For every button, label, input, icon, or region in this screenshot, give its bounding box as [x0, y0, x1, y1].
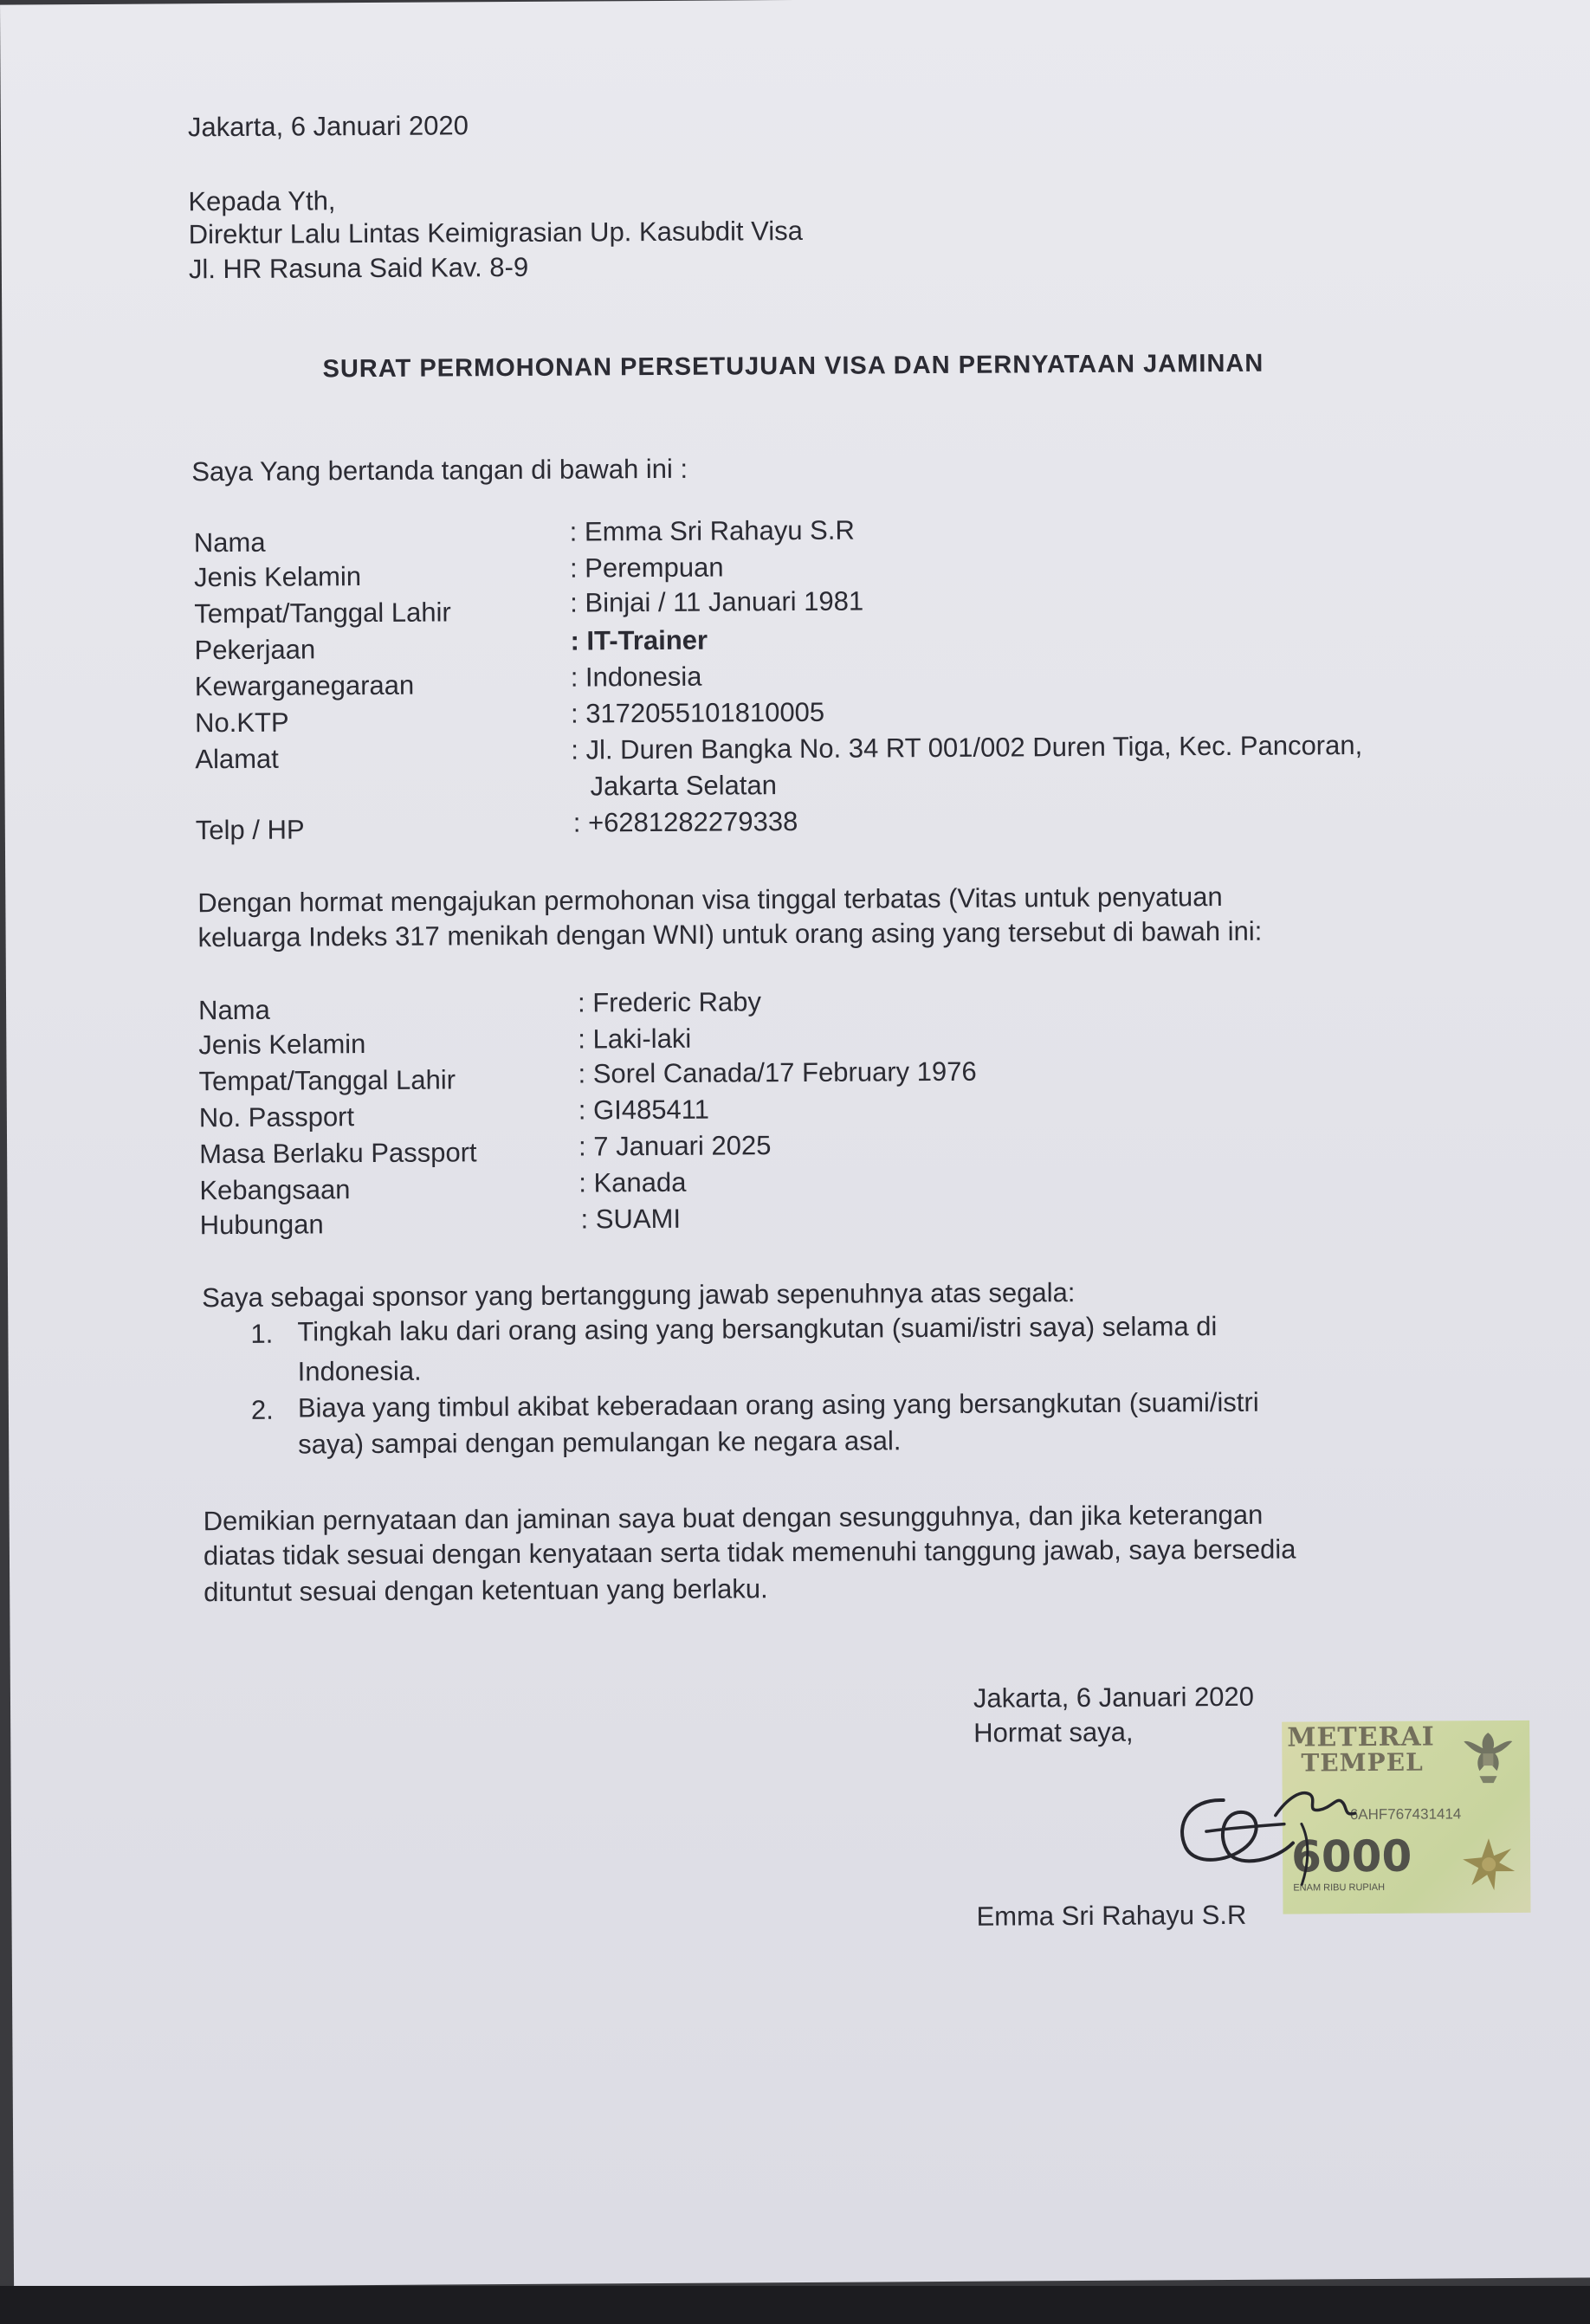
foreigner-label-validity: Masa Berlaku Passport [199, 1137, 477, 1170]
background-surface [0, 2286, 1590, 2324]
stamp-value-words: ENAM RIBU RUPIAH [1293, 1882, 1386, 1894]
stamp-value: 6000 [1290, 1830, 1412, 1882]
sponsor-label-ktp: No.KTP [194, 707, 289, 739]
sponsor-label-job: Pekerjaan [194, 634, 316, 666]
signoff-date: Jakarta, 6 Januari 2020 [973, 1681, 1255, 1714]
intro-text: Saya Yang bertanda tangan di bawah ini : [191, 453, 688, 487]
sponsor-value-address: : Jl. Duren Bangka No. 34 RT 001/002 Duren Tiga, Kec. Pancoran, [571, 730, 1363, 765]
list-item-1-line-2: Indonesia. [297, 1355, 422, 1387]
foreigner-label-name: Nama [198, 994, 270, 1026]
header-address: Jl. HR Rasuna Said Kav. 8-9 [188, 251, 529, 285]
list-item-2-line-2: saya) sampai dengan pemulangan ke negara asal. [298, 1425, 902, 1460]
foreigner-value-nationality: : Kanada [578, 1166, 687, 1198]
stamp-serial: 6AHF767431414 [1349, 1805, 1462, 1824]
sponsor-label-citizenship: Kewarganegaraan [194, 669, 415, 702]
foreigner-value-gender: : Laki-laki [578, 1023, 692, 1055]
list-item-2-line-1: Biaya yang timbul akibat keberadaan orang asing yang bersangkutan (suami/istri [297, 1386, 1259, 1423]
closing-line-1: Demikian pernyataan dan jaminan saya buat dengan sesungguhnya, dan jika keterangan [203, 1499, 1264, 1537]
header-recipient: Direktur Lalu Lintas Keimigrasian Up. Kasubdit Visa [188, 215, 804, 250]
document-title: SURAT PERMOHONAN PERSETUJUAN VISA DAN PERNYATAAN JAMINAN [322, 349, 1264, 384]
sponsor-label-phone: Telp / HP [195, 814, 305, 846]
request-line-1: Dengan hormat mengajukan permohonan visa tinggal terbatas (Vitas untuk penyatuan [197, 881, 1223, 919]
star-ornament-icon [1461, 1837, 1516, 1892]
sponsor-label-name: Nama [193, 526, 266, 558]
foreigner-label-nationality: Kebangsaan [199, 1174, 351, 1206]
responsibility-intro: Saya sebagai sponsor yang bertanggung jawab sepenuhnya atas segala: [202, 1277, 1076, 1314]
sponsor-value-citizenship: : Indonesia [570, 661, 702, 693]
closing-line-2: diatas tidak sesuai dengan kenyataan serta tidak memenuhi tanggung jawab, saya bersedia [203, 1533, 1296, 1572]
sponsor-value-job: : IT-Trainer [570, 624, 708, 656]
list-item-1-line-1: Tingkah laku dari orang asing yang bersangkutan (suami/istri saya) selama di [297, 1311, 1218, 1347]
sponsor-value-birth: : Binjai / 11 Januari 1981 [570, 585, 864, 618]
garuda-emblem-icon [1460, 1727, 1516, 1788]
signer-name: Emma Sri Rahayu S.R [976, 1899, 1247, 1932]
list-number: 1. [250, 1318, 274, 1349]
foreigner-label-gender: Jenis Kelamin [198, 1029, 366, 1061]
sponsor-label-birth: Tempat/Tanggal Lahir [194, 597, 451, 629]
signature-mark [1171, 1763, 1397, 1895]
sponsor-value-gender: : Perempuan [569, 552, 724, 584]
sponsor-value-address-line2: Jakarta Selatan [590, 770, 778, 802]
sponsor-label-address: Alamat [195, 743, 279, 775]
foreigner-value-birth: : Sorel Canada/17 February 1976 [578, 1055, 977, 1089]
sponsor-value-phone: : +6281282279338 [572, 805, 798, 838]
foreigner-value-passport: : GI485411 [578, 1094, 710, 1126]
closing-line-3: dituntut sesuai dengan ketentuan yang berlaku. [204, 1573, 768, 1608]
header-date: Jakarta, 6 Januari 2020 [187, 110, 469, 143]
foreigner-value-relation: : SUAMI [580, 1203, 682, 1235]
stamp-subtitle: TEMPEL [1301, 1747, 1424, 1778]
foreigner-label-relation: Hubungan [199, 1209, 324, 1241]
foreigner-value-name: : Frederic Raby [577, 986, 762, 1018]
foreigner-value-validity: : 7 Januari 2025 [578, 1130, 772, 1162]
request-line-2: keluarga Indeks 317 menikah dengan WNI) untuk orang asing yang tersebut di bawah ini: [197, 915, 1263, 953]
sponsor-value-ktp: : 3172055101810005 [570, 696, 825, 729]
header-to: Kepada Yth, [188, 185, 336, 217]
foreigner-label-passport: No. Passport [198, 1101, 355, 1133]
stamp-title: METERAI [1287, 1721, 1435, 1753]
signoff-regards: Hormat saya, [973, 1716, 1134, 1748]
foreigner-label-birth: Tempat/Tanggal Lahir [198, 1064, 456, 1097]
sponsor-label-gender: Jenis Kelamin [193, 561, 362, 593]
list-number: 2. [250, 1394, 274, 1425]
sponsor-value-name: : Emma Sri Rahayu S.R [569, 514, 855, 547]
